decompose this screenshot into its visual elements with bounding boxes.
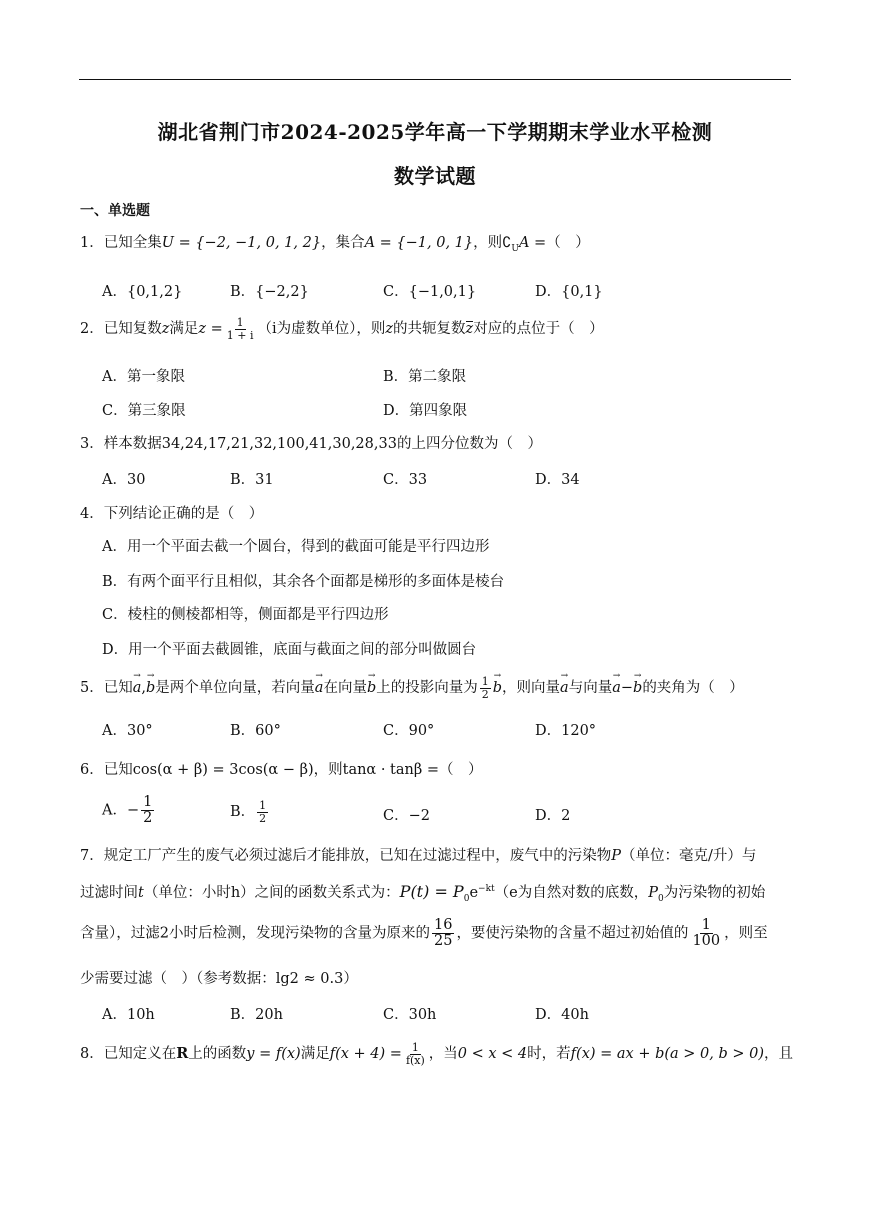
question-7-line-1: 7．规定工厂产生的废气必须过滤后才能排放，已知在过滤过程中，废气中的污染物P（单位：毫克/升）与 [80, 848, 757, 864]
q5-option-a[interactable]: A．30° [102, 723, 153, 739]
header-rule [79, 79, 791, 80]
q7-option-a[interactable]: A．10h [102, 1007, 155, 1023]
q1-option-b[interactable]: B．{−2,2} [230, 284, 309, 300]
q1-option-c[interactable]: C．{−1,0,1} [383, 284, 477, 300]
q1-option-d[interactable]: D．{0,1} [535, 284, 603, 300]
q6-option-a[interactable]: A．− $\frac{1}{2}$ [102, 794, 153, 827]
q5-option-d[interactable]: D．120° [535, 723, 597, 739]
q4-option-c[interactable]: C．棱柱的侧棱都相等，侧面都是平行四边形 [102, 607, 389, 623]
question-7-line-3: 含量），过滤2小时后检测，发现污染物的含量为原来的 $\frac{16}{25}$ ，要使污染物的含量不超过初始值的 $\frac{1}{100}$ ，则至 [80, 917, 768, 950]
q3-option-c[interactable]: C．33 [383, 472, 428, 488]
exam-subtitle: 数学试题 [394, 164, 476, 188]
q2-option-c[interactable]: C．第三象限 [102, 403, 186, 419]
q6-option-c[interactable]: C．−2 [383, 808, 430, 824]
section-heading: 一、单选题 [80, 203, 150, 219]
question-7-line-4: 少需要过滤（ ）（参考数据：lg2 ≈ 0.3） [80, 971, 358, 987]
q2-option-a[interactable]: A．第一象限 [102, 369, 185, 385]
q5-option-c[interactable]: C．90° [383, 723, 435, 739]
q2-option-d[interactable]: D．第四象限 [383, 403, 468, 419]
question-4: 4．下列结论正确的是（ ） [80, 506, 264, 522]
q1-option-a[interactable]: A．{0,1,2} [102, 284, 183, 300]
question-1: 1．已知全集U = {−2, −1, 0, 1, 2}，集合A = {−1, 0, 1}，则$∁_UA$ =（ ） [80, 235, 590, 254]
q4-option-a[interactable]: A．用一个平面去截一个圆台，得到的截面可能是平行四边形 [102, 539, 490, 555]
q7-option-c[interactable]: C．30h [383, 1007, 437, 1023]
q3-option-d[interactable]: D．34 [535, 472, 580, 488]
question-6: 6．已知cos(α + β) = 3cos(α − β)，则tanα · tanβ =（ ） [80, 762, 483, 778]
question-5: 5．已知→ a,→ b是两个单位向量，若向量→ a在向量→ b上的投影向量为 $\frac{1}{2}$ → b，则向量→ a与向量→ a−→ b的夹角为（ ） [80, 676, 744, 700]
q4-option-d[interactable]: D．用一个平面去截圆锥，底面与截面之间的部分叫做圆台 [102, 642, 477, 658]
q5-option-b[interactable]: B．60° [230, 723, 281, 739]
q3-option-a[interactable]: A．30 [102, 472, 146, 488]
question-8: 8．已知定义在R上的函数y = f(x)满足f(x + 4) = $\frac{1}{f(x)}$ ，当0 < x < 4时，若f(x) = ax + b(a > 0, b > 0)，且 [80, 1041, 794, 1067]
q3-option-b[interactable]: B．31 [230, 472, 274, 488]
q2-option-b[interactable]: B．第二象限 [383, 369, 467, 385]
q7-option-b[interactable]: B．20h [230, 1007, 283, 1023]
question-7-line-2: 过滤时间t（单位：小时h）之间的函数关系式为：$P(t) = P_0e^{-kt}(e$为自然对数的底数，$P_0$为污染物的初始 [80, 882, 766, 904]
exam-title: 湖北省荆门市2024-2025学年高一下学期期末学业水平检测 [157, 120, 713, 144]
question-2: 2．已知复数z满足z = $\frac{1}{1 + i}$ （i为虚数单位），则z的共轭复数z对应的点位于（ ） [80, 316, 604, 342]
q6-option-d[interactable]: D．2 [535, 808, 571, 824]
q4-option-b[interactable]: B．有两个面平行且相似，其余各个面都是梯形的多面体是棱台 [102, 574, 505, 590]
q6-option-b[interactable]: B． $\frac{1}{2}$ [230, 799, 267, 825]
question-3: 3．样本数据34,24,17,21,32,100,41,30,28,33的上四分位数为（ ） [80, 436, 542, 452]
q7-option-d[interactable]: D．40h [535, 1007, 589, 1023]
